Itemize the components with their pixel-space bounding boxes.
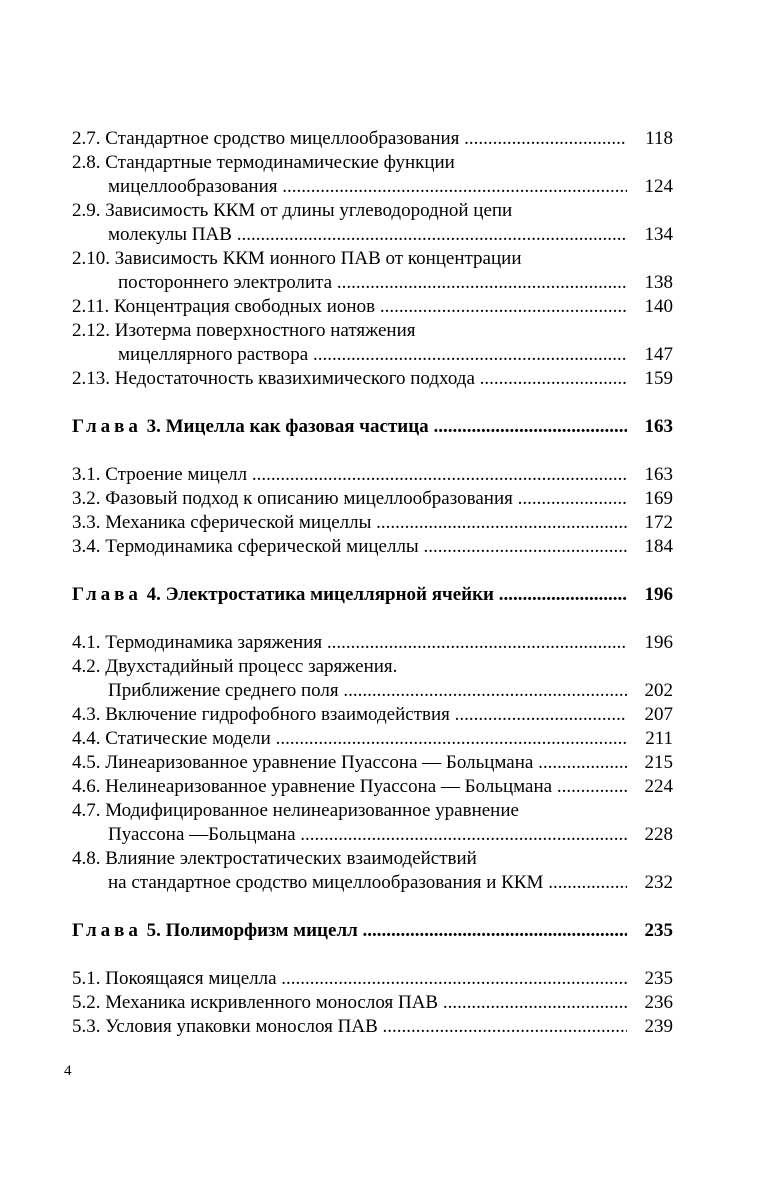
toc-entry xyxy=(72,127,673,151)
toc-entry-text: 4.2. Двухстадийный процесс заряжения. xyxy=(72,656,398,677)
toc-entry-text: 5.3. Условия упаковки монослоя ПАВ ..... xyxy=(72,1015,627,1039)
toc-entry xyxy=(72,727,673,751)
toc-page-number: 232 xyxy=(644,872,673,893)
toc-entry-text: 4.5. Линеаризованное уравнение Пуассона — Больцмана ..... xyxy=(72,751,627,775)
toc-entry-text: 2.12. Изотерма поверхностного натяжения xyxy=(72,320,416,341)
toc-chapter-title xyxy=(72,415,627,439)
toc-entry xyxy=(72,151,673,199)
toc-page-number: 235 xyxy=(644,920,673,941)
toc-chapter-title xyxy=(72,919,627,943)
toc-entry-text: мицеллярного раствора ..... xyxy=(72,343,627,367)
toc-page-number: 138 xyxy=(644,272,673,293)
toc-entry-text: постороннего электролита ..... xyxy=(72,271,627,295)
toc-entry-text: 2.10. Зависимость ККМ ионного ПАВ от концентрации xyxy=(72,248,522,269)
toc-page-number: 239 xyxy=(644,1016,673,1037)
toc-entry-text: молекулы ПАВ ..... xyxy=(72,223,627,247)
toc-entry-text: на стандартное сродство мицеллообразования и ККМ ..... xyxy=(72,871,627,895)
toc-page-number: 202 xyxy=(644,680,673,701)
page-number: 4 xyxy=(64,1063,72,1079)
toc-entry xyxy=(72,847,673,895)
toc-page-number: 147 xyxy=(644,344,673,365)
toc-entry xyxy=(72,247,673,295)
toc-entry xyxy=(72,367,673,391)
toc-page-number: 169 xyxy=(644,488,673,509)
toc-page-number: 172 xyxy=(644,512,673,533)
toc-page-number: 140 xyxy=(644,296,673,317)
toc-page-number: 124 xyxy=(644,176,673,197)
toc-entry-text: 3.2. Фазовый подход к описанию мицеллообразования ..... xyxy=(72,487,627,511)
toc-chapter-heading xyxy=(72,415,673,439)
toc-entry-text: 5.1. Покоящаяся мицелла ..... xyxy=(72,967,627,991)
toc-page-number: 236 xyxy=(644,992,673,1013)
toc-entry xyxy=(72,463,673,487)
toc-chapter-heading xyxy=(72,919,673,943)
toc-entry xyxy=(72,655,673,703)
table-of-contents xyxy=(72,127,673,1039)
toc-entry xyxy=(72,1015,673,1039)
toc-page-number: 118 xyxy=(645,128,673,149)
toc-entry-text: 5.2. Механика искривленного монослоя ПАВ ..... xyxy=(72,991,627,1015)
toc-chapter-prefix: Глава xyxy=(72,584,142,605)
toc-entry xyxy=(72,319,673,367)
toc-entry-text: 2.9. Зависимость ККМ от длины углеводородной цепи xyxy=(72,200,513,221)
toc-page-number: 235 xyxy=(644,968,673,989)
toc-page-number: 207 xyxy=(644,704,673,725)
toc-entry-text: мицеллообразования ..... xyxy=(72,175,627,199)
toc-entry-text: 4.7. Модифицированное нелинеаризованное уравнение xyxy=(72,800,519,821)
toc-page-number: 196 xyxy=(644,632,673,653)
toc-page-number: 159 xyxy=(644,368,673,389)
toc-page-number: 134 xyxy=(644,224,673,245)
toc-chapter-title-text: 3. Мицелла как фазовая частица xyxy=(146,416,429,437)
toc-chapter-title xyxy=(72,583,627,607)
toc-page-number: 184 xyxy=(644,536,673,557)
toc-entry-text: Пуассона —Больцмана ..... xyxy=(72,823,627,847)
toc-entry-text: 4.1. Термодинамика заряжения ..... xyxy=(72,631,627,655)
toc-entry-text: 2.11. Концентрация свободных ионов ..... xyxy=(72,295,627,319)
toc-page-number: 224 xyxy=(644,776,673,797)
toc-chapter-title-text: 4. Электростатика мицеллярной ячейки xyxy=(146,584,494,605)
toc-entry-text: 4.4. Статические модели ..... xyxy=(72,727,627,751)
toc-chapter-prefix: Глава xyxy=(72,416,142,437)
toc-entry-text: 4.8. Влияние электростатических взаимодействий xyxy=(72,848,477,869)
toc-entry-text: 3.4. Термодинамика сферической мицеллы ..... xyxy=(72,535,627,559)
toc-entry xyxy=(72,775,673,799)
toc-entry xyxy=(72,799,673,847)
toc-entry xyxy=(72,535,673,559)
toc-chapter-title-text: 5. Полиморфизм мицелл xyxy=(146,920,358,941)
toc-entry xyxy=(72,631,673,655)
toc-page-number: 163 xyxy=(644,416,673,437)
toc-page-number: 211 xyxy=(645,728,673,749)
toc-entry-text: 4.3. Включение гидрофобного взаимодействия ..... xyxy=(72,703,627,727)
toc-entry xyxy=(72,199,673,247)
toc-chapter-heading xyxy=(72,583,673,607)
toc-page-number: 228 xyxy=(644,824,673,845)
toc-entry-text: 2.8. Стандартные термодинамические функции xyxy=(72,152,455,173)
toc-entry-text: 2.13. Недостаточность квазихимического подхода ..... xyxy=(72,367,627,391)
toc-entry-text: 3.1. Строение мицелл ..... xyxy=(72,463,627,487)
toc-entry xyxy=(72,511,673,535)
toc-entry xyxy=(72,751,673,775)
toc-entry-text: Приближение среднего поля ..... xyxy=(72,679,627,703)
toc-entry-text: 2.7. Стандартное сродство мицеллообразования ..... xyxy=(72,127,627,151)
toc-page-number: 215 xyxy=(644,752,673,773)
toc-page-number: 196 xyxy=(644,584,673,605)
toc-entry xyxy=(72,487,673,511)
toc-page-number: 163 xyxy=(644,464,673,485)
toc-entry xyxy=(72,991,673,1015)
toc-entry xyxy=(72,703,673,727)
toc-entry-text: 3.3. Механика сферической мицеллы ..... xyxy=(72,511,627,535)
toc-chapter-prefix: Глава xyxy=(72,920,142,941)
toc-entry xyxy=(72,295,673,319)
toc-entry-text: 4.6. Нелинеаризованное уравнение Пуассона — Больцмана ..... xyxy=(72,775,627,799)
toc-entry xyxy=(72,967,673,991)
